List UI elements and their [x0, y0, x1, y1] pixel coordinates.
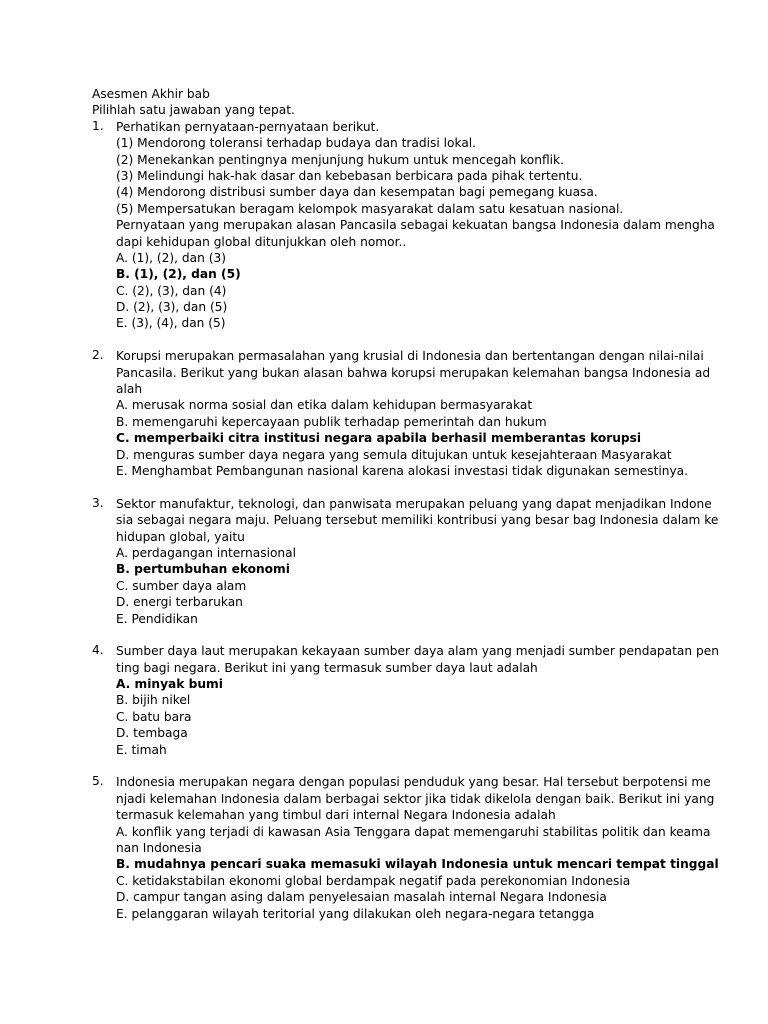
option-a: A. (1), (2), dan (3)	[116, 250, 226, 265]
option-d: D. campur tangan asing dalam penyelesaian masalah internal Negara Indonesia	[116, 890, 607, 905]
question-text: Pancasila. Berikut yang bukan alasan bahwa korupsi merupakan kelemahan bangsa Indonesia ad	[116, 365, 711, 380]
statement: (2) Menekankan pentingnya menjunjung hukum untuk mencegah konflik.	[116, 152, 564, 167]
question-text: njadi kelemahan Indonesia dalam berbagai sektor jika tidak dikelola dengan baik. Berikut ini yang	[116, 791, 715, 806]
option-e: E. pelanggaran wilayah teritorial yang dilakukan oleh negara-negara tetangga	[116, 906, 595, 921]
question-text: Indonesia merupakan negara dengan populasi penduduk yang besar. Hal tersebut berpotensi me	[116, 775, 711, 790]
option-b: B. bijih nikel	[116, 693, 191, 708]
option-b: B. memengaruhi kepercayaan publik terhadap pemerintah dan hukum	[116, 414, 547, 429]
question-text: alah	[116, 382, 143, 397]
option-e: E. Menghambat Pembangunan nasional karena alokasi investasi tidak digunakan semestinya.	[116, 463, 689, 478]
question-text: hidupan global, yaitu	[116, 529, 245, 544]
option-a: A. merusak norma sosial dan etika dalam kehidupan bermasyarakat	[116, 398, 533, 413]
option-a-continued: nan Indonesia	[116, 840, 202, 855]
statement: (5) Mempersatukan beragam kelompok masyarakat dalam satu kesatuan nasional.	[116, 201, 624, 216]
question-stem: dapi kehidupan global ditunjukkan oleh nomor..	[116, 234, 407, 249]
question-number: 3.	[92, 495, 104, 510]
option-d: D. tembaga	[116, 726, 188, 741]
option-b-correct: B. (1), (2), dan (5)	[116, 267, 241, 282]
question-text: Perhatikan pernyataan-pernyataan berikut.	[116, 119, 380, 134]
document-page	[92, 86, 719, 922]
option-e: E. (3), (4), dan (5)	[116, 316, 226, 331]
question-5	[92, 774, 719, 922]
option-d: D. (2), (3), dan (5)	[116, 300, 228, 315]
question-1	[92, 118, 715, 332]
option-c: C. ketidakstabilan ekonomi global berdampak negatif pada perekonomian Indonesia	[116, 873, 631, 888]
option-d: D. energi terbarukan	[116, 595, 243, 610]
question-text: sia sebagai negara maju. Peluang tersebut memiliki kontribusi yang besar bag Indonesia dalam ke	[116, 513, 719, 528]
question-3	[92, 495, 719, 627]
question-number: 2.	[92, 348, 104, 363]
option-d: D. menguras sumber daya negara yang semula ditujukan untuk kesejahteraan Masyarakat	[116, 447, 672, 462]
option-e: E. Pendidikan	[116, 611, 198, 626]
question-text: termasuk kelemahan yang timbul dari internal Negara Indonesia adalah	[116, 808, 556, 823]
statement: (4) Mendorong distribusi sumber daya dan kesempatan bagi pemegang kuasa.	[116, 185, 598, 200]
statement: (1) Mendorong toleransi terhadap budaya dan tradisi lokal.	[116, 136, 477, 151]
option-e: E. timah	[116, 742, 167, 757]
question-2	[92, 348, 711, 479]
statement: (3) Melindungi hak-hak dasar dan kebebasan berbicara pada pihak tertentu.	[116, 168, 583, 183]
option-a: A. perdagangan internasional	[116, 545, 296, 560]
option-c-correct: C. memperbaiki citra institusi negara apabila berhasil memberantas korupsi	[116, 431, 642, 446]
option-b-correct: B. mudahnya pencari suaka memasuki wilayah Indonesia untuk mencari tempat tinggal	[116, 857, 719, 872]
question-text: Sektor manufaktur, teknologi, dan panwisata merupakan peluang yang dapat menjadikan Indone	[116, 496, 712, 511]
question-stem: Pernyataan yang merupakan alasan Pancasila sebagai kekuatan bangsa Indonesia dalam mengha	[116, 218, 715, 233]
document-title: Asesmen Akhir bab	[92, 87, 210, 101]
instruction-text: Pilihlah satu jawaban yang tepat.	[92, 103, 295, 118]
question-4	[92, 643, 719, 758]
question-number: 1.	[92, 118, 104, 133]
option-c: C. sumber daya alam	[116, 578, 247, 593]
option-b-correct: B. pertumbuhan ekonomi	[116, 562, 290, 577]
question-number: 4.	[92, 643, 104, 658]
question-text: Korupsi merupakan permasalahan yang krusial di Indonesia dan bertentangan dengan nilai-nilai	[116, 349, 704, 364]
option-a: A. konflik yang terjadi di kawasan Asia Tenggara dapat memengaruhi stabilitas politik dan keama	[116, 824, 711, 839]
question-text: ting bagi negara. Berikut ini yang termasuk sumber daya laut adalah	[116, 660, 538, 675]
question-number: 5.	[92, 774, 104, 789]
option-c: C. batu bara	[116, 709, 192, 724]
option-a-correct: A. minyak bumi	[116, 677, 223, 692]
question-text: Sumber daya laut merupakan kekayaan sumber daya alam yang menjadi sumber pendapatan pen	[116, 644, 719, 659]
option-c: C. (2), (3), dan (4)	[116, 283, 227, 298]
